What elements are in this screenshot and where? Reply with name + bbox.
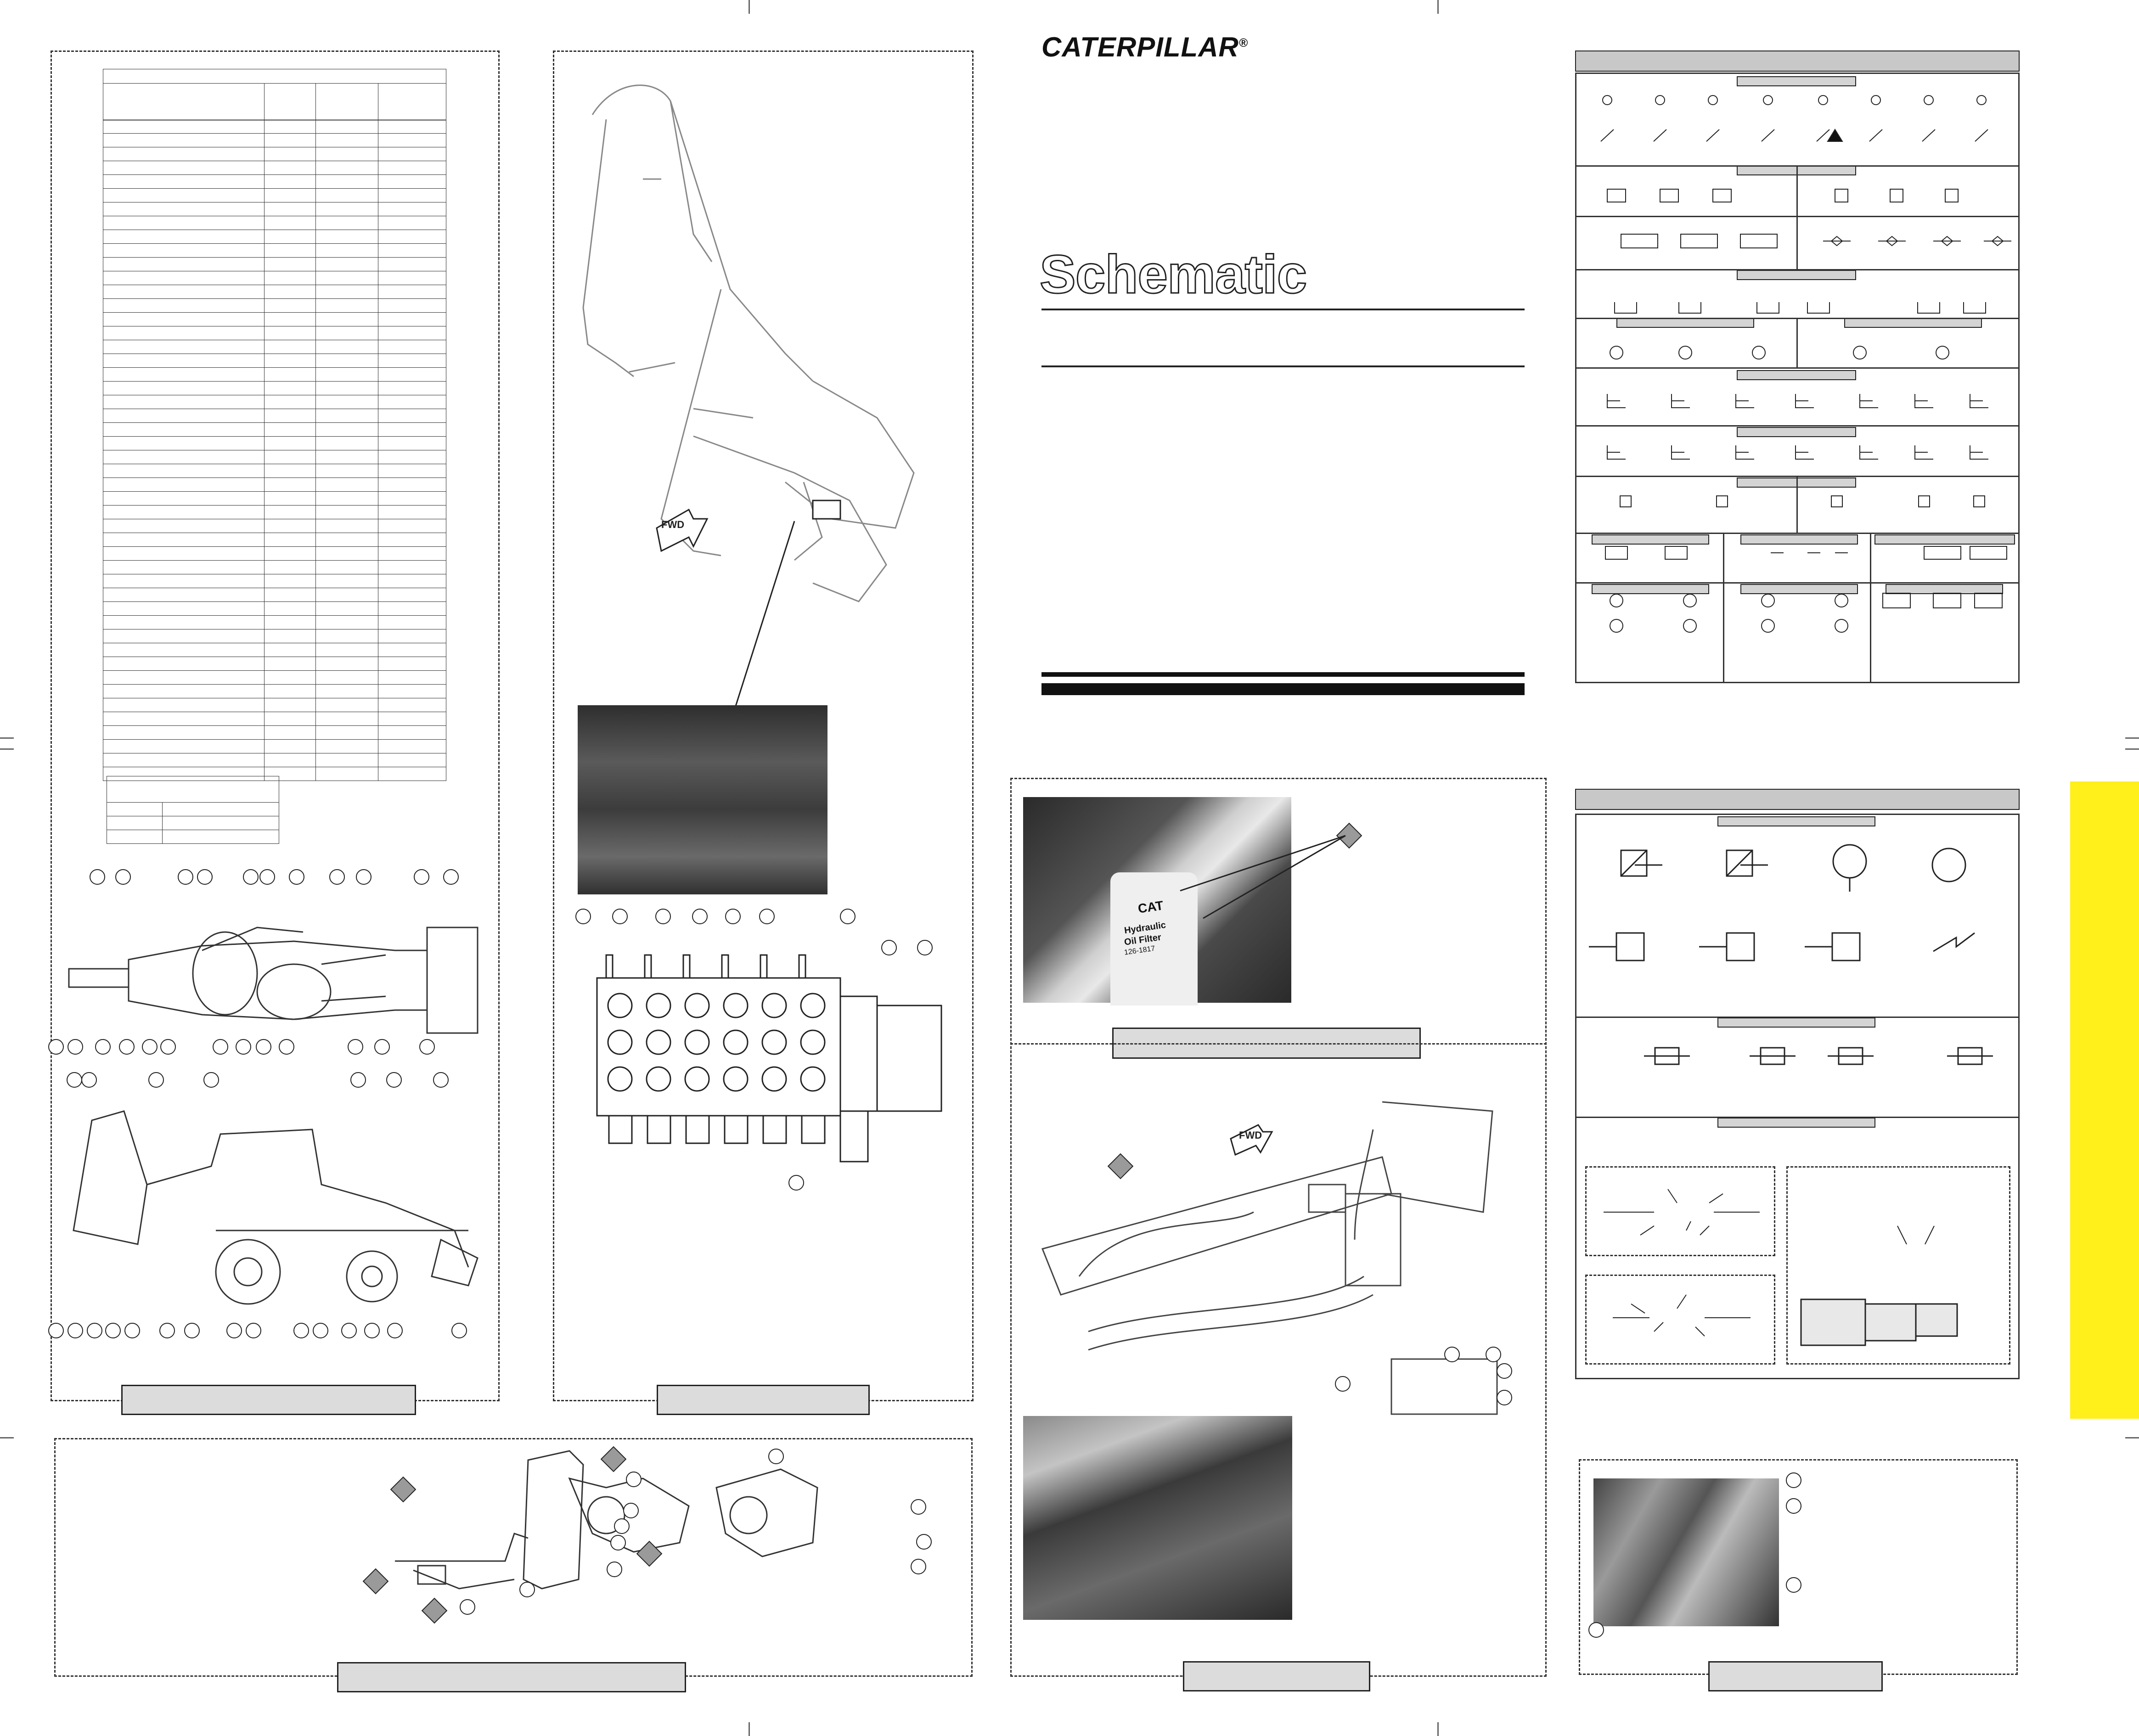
callout-diamond (422, 1598, 448, 1624)
callout-circle (1335, 1376, 1351, 1392)
svg-text:FWD: FWD (1239, 1129, 1262, 1141)
callout-diamond (636, 1541, 663, 1567)
filter-label-oil-filter: Oil Filter (1123, 932, 1162, 948)
callout-circle (655, 909, 671, 924)
callout-circle (87, 1323, 102, 1338)
callout-circle (236, 1039, 251, 1055)
callout-circle (213, 1039, 228, 1055)
callout-circle (350, 1072, 366, 1088)
filter-label-part-number: 126-1817 (1124, 944, 1156, 957)
callout-circle (1444, 1347, 1460, 1362)
callout-circle (788, 1175, 804, 1191)
callout-circle (612, 909, 628, 924)
callout-circle (614, 1518, 630, 1534)
callout-circle (68, 1039, 83, 1055)
callout-circle (911, 1499, 926, 1515)
callout-circle (433, 1072, 449, 1088)
callout-circle (460, 1599, 475, 1615)
callout-circle (68, 1323, 83, 1338)
callout-circle (443, 869, 459, 885)
callout-circle (256, 1039, 271, 1055)
callout-circle (203, 1072, 219, 1088)
callout-circle (159, 1323, 175, 1338)
callout-circle (81, 1072, 97, 1088)
callout-circle (916, 1534, 932, 1550)
callout-circle (1786, 1577, 1801, 1593)
callout-circle (197, 869, 213, 885)
callout-circle (95, 1039, 111, 1055)
callout-circle (386, 1072, 402, 1088)
callout-circle (119, 1039, 135, 1055)
callout-circle (148, 1072, 164, 1088)
callout-circle (1497, 1363, 1512, 1379)
callout-circle (124, 1323, 140, 1338)
callout-circle (243, 869, 259, 885)
callout-circle (246, 1323, 261, 1338)
callout-circle (575, 909, 591, 924)
callout-circle (623, 1503, 639, 1518)
callout-circle (184, 1323, 200, 1338)
callout-circle (881, 940, 897, 955)
callout-circle (917, 940, 933, 955)
callout-circle (67, 1072, 82, 1088)
callout-circle (759, 909, 775, 924)
callout-circle (1497, 1390, 1512, 1405)
callout-circle (160, 1039, 176, 1055)
callout-diamond (363, 1568, 389, 1595)
callout-circle (48, 1039, 64, 1055)
callout-circle (1786, 1472, 1801, 1488)
callout-diamond (390, 1477, 417, 1503)
callout-circle (387, 1323, 403, 1338)
caterpillar-logo: CATERPILLAR® (1041, 32, 1249, 62)
callout-circle (419, 1039, 435, 1055)
callout-circle (840, 909, 856, 924)
svg-text:FWD: FWD (661, 519, 685, 530)
callout-circle (374, 1039, 390, 1055)
callout-circle (519, 1582, 535, 1597)
callout-circle (341, 1323, 357, 1338)
callout-circle (692, 909, 708, 924)
callout-circle (279, 1039, 294, 1055)
callout-circle (289, 869, 304, 885)
callout-circle (348, 1039, 363, 1055)
callout-circle (768, 1449, 784, 1464)
callout-circle (1588, 1622, 1604, 1638)
callout-circle (414, 869, 429, 885)
callout-circle (626, 1472, 642, 1487)
callout-circle (451, 1323, 467, 1338)
callout-circle (90, 869, 105, 885)
callout-circle (48, 1323, 64, 1338)
callout-diamond (601, 1446, 627, 1472)
filter-label-cat: CAT (1137, 898, 1165, 916)
callout-circle (259, 869, 275, 885)
callout-circle (356, 869, 372, 885)
callout-circle (1786, 1498, 1801, 1514)
callout-circle (607, 1562, 622, 1577)
callout-circle (725, 909, 741, 924)
callout-circle (1486, 1347, 1501, 1362)
callout-circle (226, 1323, 242, 1338)
callout-circle (364, 1323, 380, 1338)
callout-circle (142, 1039, 158, 1055)
callout-circle (105, 1323, 121, 1338)
callout-circle (329, 869, 345, 885)
callout-circle (313, 1323, 328, 1338)
registered-mark: ® (1238, 36, 1249, 50)
callout-circle (911, 1559, 926, 1574)
callout-circle (293, 1323, 309, 1338)
callout-circle (115, 869, 131, 885)
filter-label-hydraulic: Hydraulic (1123, 920, 1167, 936)
callout-circle (178, 869, 193, 885)
callout-circle (610, 1535, 626, 1551)
schematic-title: Schematic (1040, 244, 1307, 305)
